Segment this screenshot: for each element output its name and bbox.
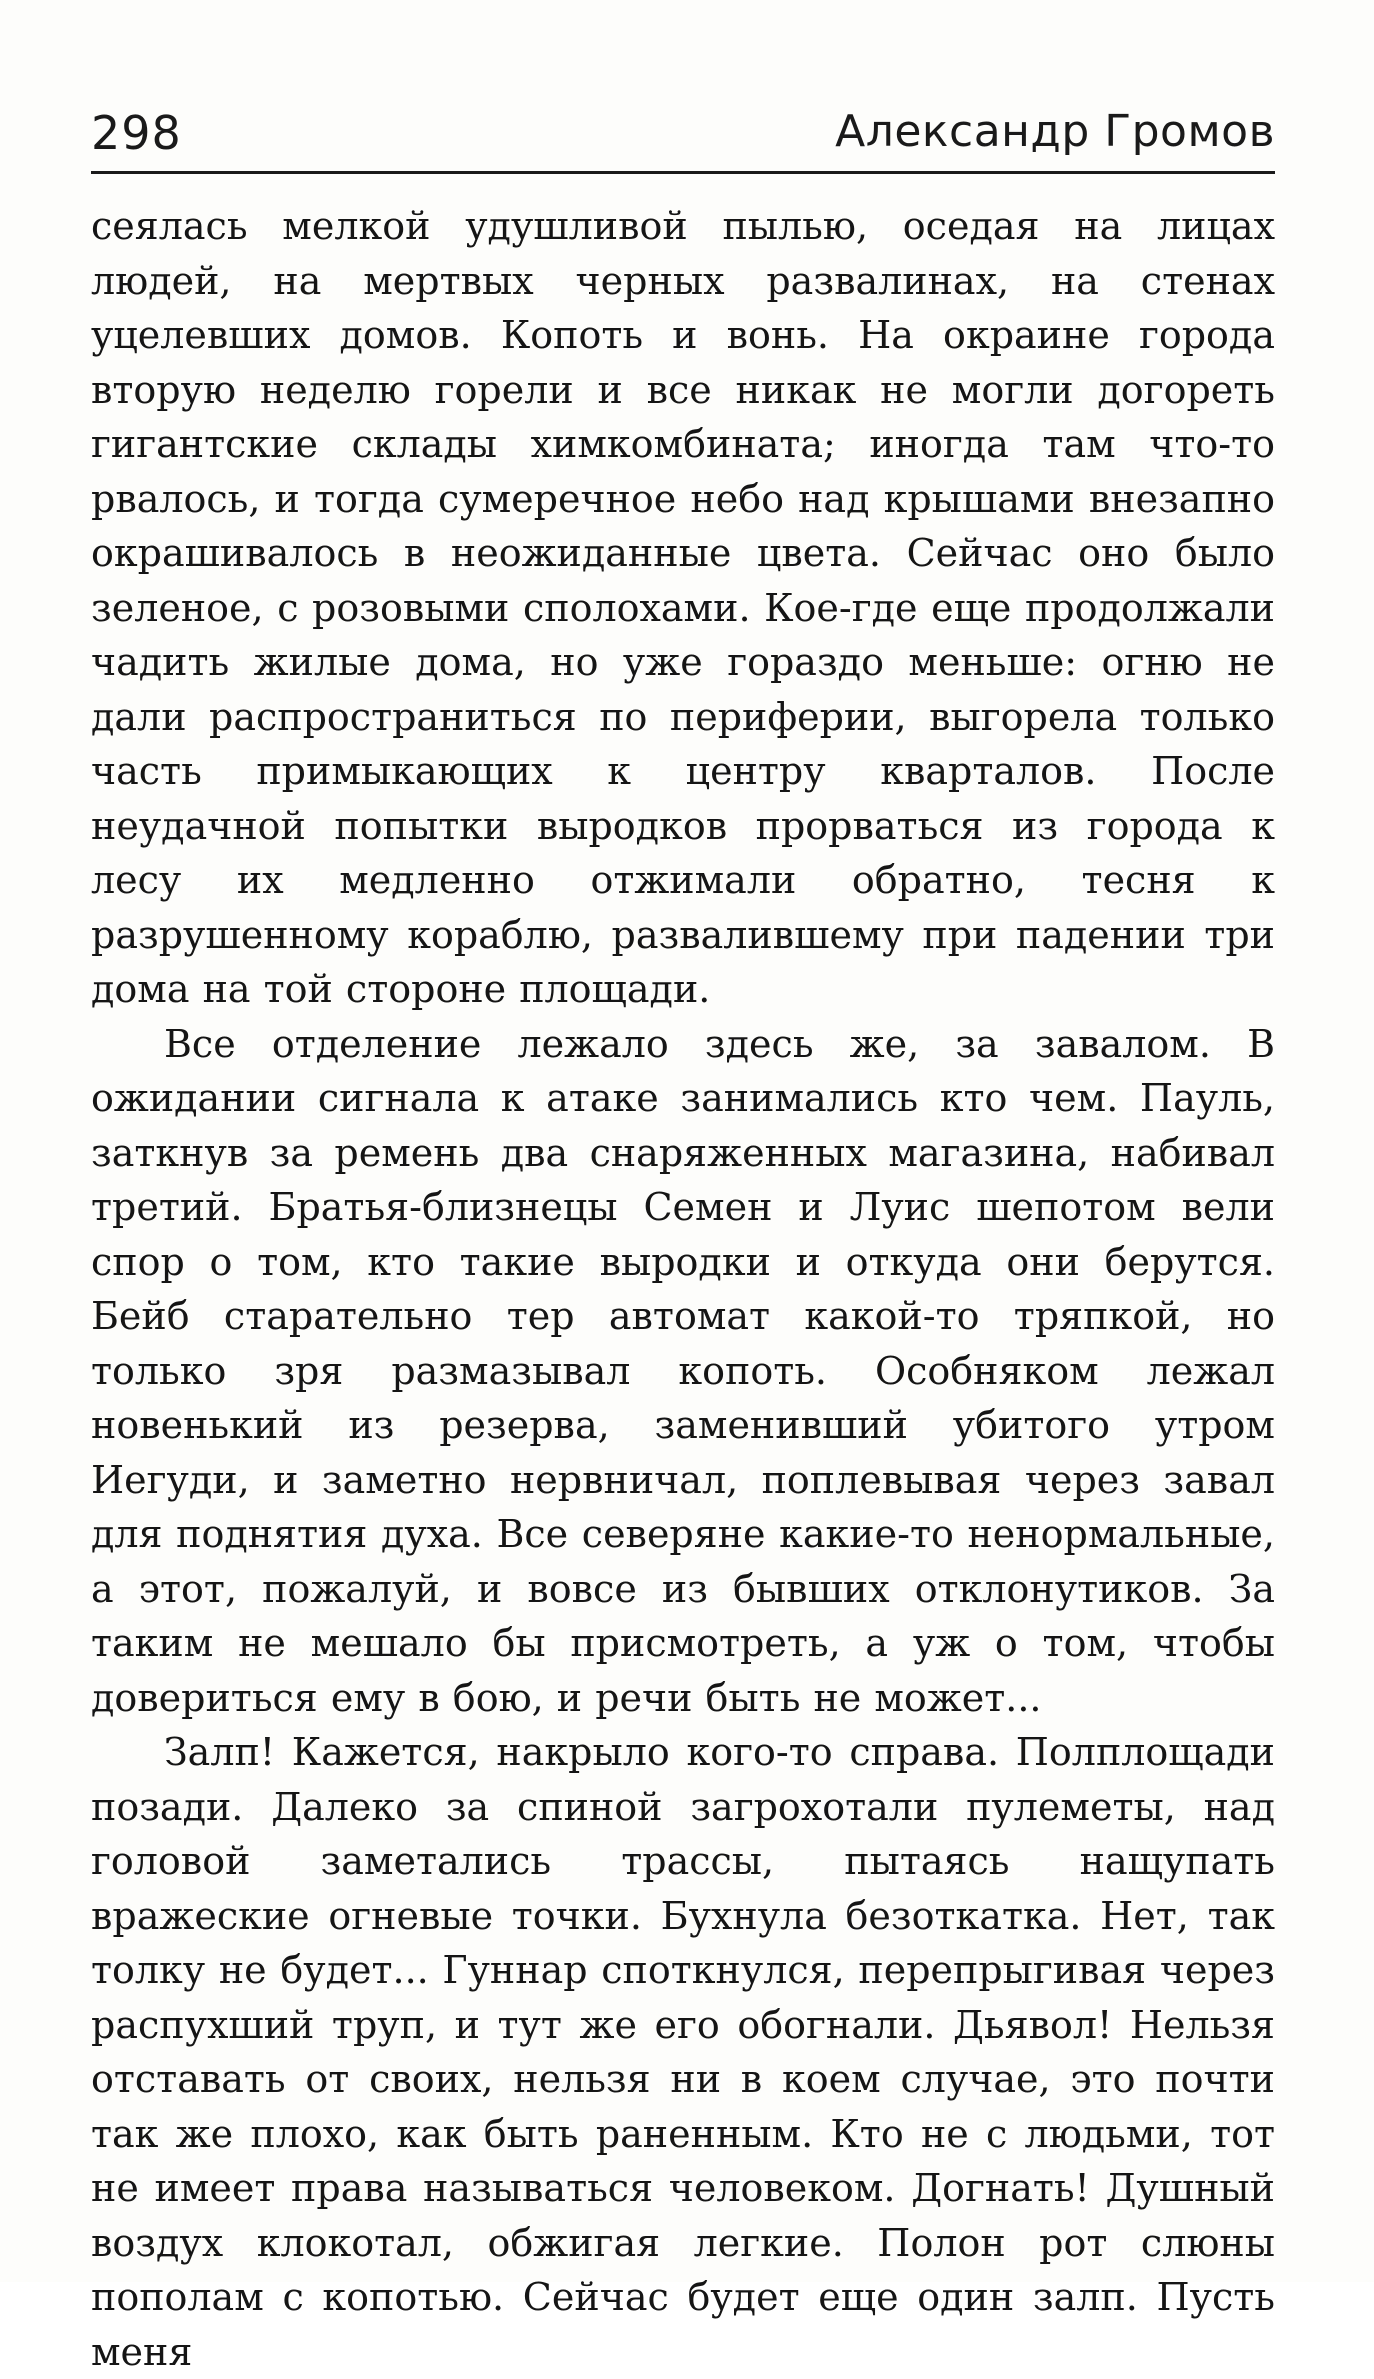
paragraph-2: Все отделение лежало здесь же, за завалом. В ожидании сигнала к атаке занимались кто чем. Пауль, заткнув за ремень два снаряженных магазина, набивал третий. Братья-близнецы Семен и Луис шепотом вели спор о том, кто такие выродки и откуда они берутся. Бейб старательно тер автомат какой-то тряпкой, но только зря размазывал копоть. Особняком лежал новенький из резерва, заменивший убитого утром Иегуди, и заметно нервничал, поплевывая через завал для поднятия духа. Все северяне какие-то ненормальные, а этот, пожалуй, и вовсе из бывших отклонутиков. За таким не мешало бы присмотреть, а уж о том, чтобы довериться ему в бою, и речи быть не может... <box>91 1021 1275 1720</box>
paragraph-1: сеялась мелкой удушливой пылью, оседая на лицах людей, на мертвых черных развалинах, на стенах уцелевших домов. Копоть и вонь. На окраине города вторую неделю горели и все никак не могли догореть гигантские склады химкомбината; иногда там что-то рвалось, и тогда сумеречное небо над крышами внезапно окрашивалось в неожиданные цвета. Сейчас оно было зеленое, с розовыми сполохами. Кое-где еще продолжали чадить жилые дома, но уже гораздо меньше: огню не дали распространиться по периферии, выгорела только часть примыкающих к центру кварталов. После неудачной попытки выродков прорваться из города к лесу их медленно отжимали обратно, тесня к разрушенному кораблю, развалившему при падении три дома на той стороне площади. <box>91 204 1275 1011</box>
body-text <box>91 199 1275 2379</box>
page-header <box>91 106 1275 176</box>
page-number: 298 <box>91 106 182 160</box>
paragraph-3: Залп! Кажется, накрыло кого-то справа. Полплощади позади. Далеко за спиной загрохотали пулеметы, над головой заметались трассы, пытаясь нащупать вражеские огневые точки. Бухнула безоткатка. Нет, так толку не будет... Гуннар споткнулся, перепрыгивая через распухший труп, и тут же его обогнали. Дьявол! Нельзя отставать от своих, нельзя ни в коем случае, это почти так же плохо, как быть раненным. Кто не с людьми, тот не имеет права называться человеком. Догнать! Душный воздух клокотал, обжигая легкие. Полон рот слюны пополам с копотью. Сейчас будет еще один залп. Пусть меня <box>91 1730 1275 2374</box>
header-rule <box>91 171 1275 174</box>
running-head-author: Александр Громов <box>835 106 1275 157</box>
